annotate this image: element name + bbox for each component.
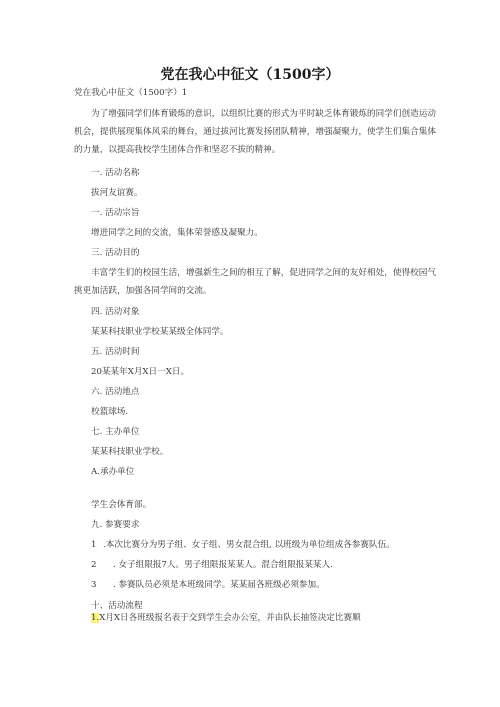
section-8-text: 学生会体育部。 [91, 500, 152, 510]
flow-item-1-text: X月X日各班级报名表于交到学生会办公室，并由队长抽签决定比赛顺 [99, 613, 361, 623]
requirement-1-number: 1 [91, 540, 97, 550]
section-4-text: 某某科技职业学校某某级全体同学。 [91, 327, 229, 337]
document-subtitle: 党在我心中征文（1500字）1 [74, 88, 188, 98]
intro-paragraph: 为了增强同学们体育锻炼的意识，以组织比赛的形式为平时缺乏体育锻炼的同学们创造运动机会，提供展现集体风采的舞台，通过拔河比赛发扬团队精神，增强凝聚力，使学生们集合集体的力量，以提高我校学生团体合作和坚忍不拔的精神。 [74, 109, 436, 155]
section-7-text: 某某科技职业学校。 [91, 447, 169, 457]
section-10-heading: 十、活动流程 [91, 601, 143, 611]
section-6-heading: 六. 活动地点 [91, 387, 140, 397]
requirement-3-number: 3 [91, 580, 97, 590]
section-7-heading: 七. 主办单位 [91, 427, 140, 437]
section-3-text: 丰富学生们的校园生活，增强新生之间的相互了解，促进同学之间的友好相处，使得校园气挑更加活跃，加强各同学间的交流。 [74, 268, 436, 296]
section-4-heading: 四. 活动对象 [91, 307, 140, 317]
section-5-text: 20某某年X月X日一X日。 [91, 367, 190, 377]
document-title: 党在我心中征文（1500字） [160, 67, 340, 83]
requirement-2-text: . 女子组限报7人。男子组限报某某人。混合组限报某某人. [113, 560, 333, 570]
section-1-text: 拔河友谊赛。 [91, 188, 143, 198]
flow-item-1-highlight: 1. [91, 613, 100, 623]
section-9-heading: 九. 参赛要求 [91, 520, 140, 530]
section-1-heading: 一. 活动名称 [91, 168, 140, 178]
flow-item-1 [91, 612, 361, 624]
section-6-text: 校篮球场. [91, 407, 129, 417]
section-3-heading: 三. 活动目的 [91, 248, 140, 258]
section-2-heading: 一. 活动宗旨 [91, 208, 140, 218]
section-8-heading: A.承办单位 [91, 467, 135, 477]
requirement-3-text: . 参赛队员必须是本班级同学。某某届各班级必须参加。 [113, 580, 325, 590]
section-2-text: 增进同学之间的交流，集体荣誉感及凝聚力。 [91, 228, 263, 238]
requirement-1-text: .本次比赛分为男子组、女子组、男女混合组, 以班级为单位组成各参赛队伍。 [103, 540, 395, 550]
requirement-2-number: 2 [91, 560, 97, 570]
section-5-heading: 五. 活动时间 [91, 347, 140, 357]
